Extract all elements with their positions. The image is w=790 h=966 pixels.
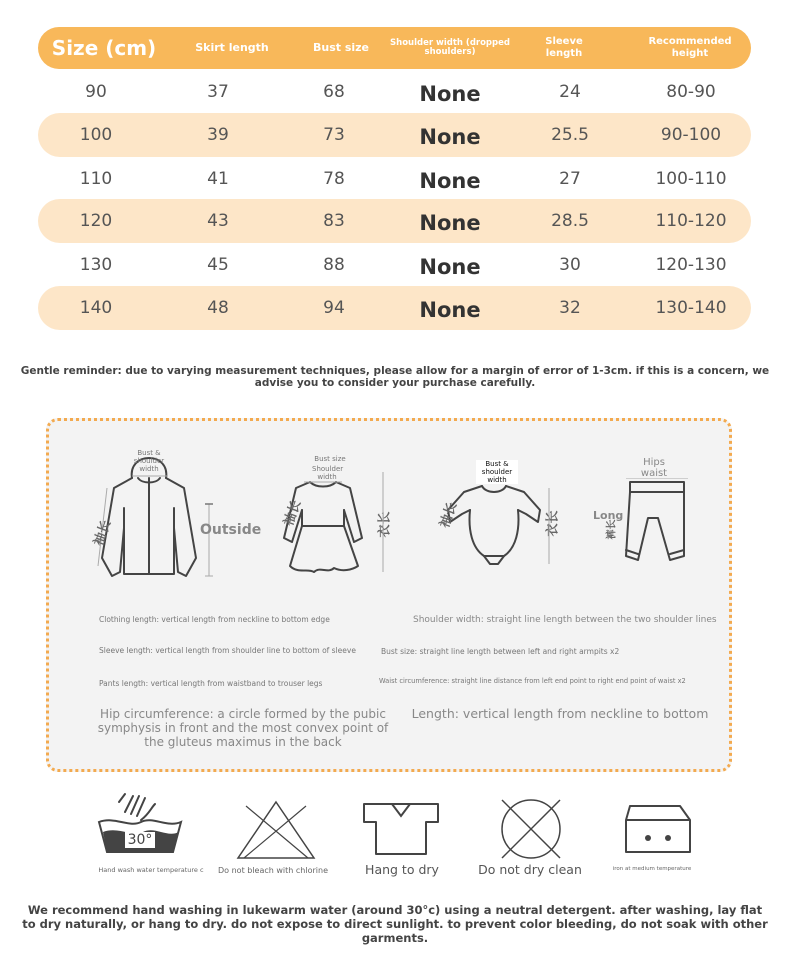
hang-dry-icon bbox=[362, 800, 440, 858]
table-row bbox=[38, 113, 751, 157]
cell-bust-size: 83 bbox=[323, 211, 345, 231]
table-row bbox=[38, 199, 751, 243]
header-recommended-height: Recommended height bbox=[648, 36, 732, 59]
cell-recommended-height: 80-90 bbox=[666, 82, 716, 102]
header-size: Size (cm) bbox=[51, 36, 157, 60]
fig2-right-label: 衣长 bbox=[377, 511, 393, 538]
cell-size: 90 bbox=[85, 82, 107, 102]
fig4-top-label: Hips waist bbox=[640, 457, 668, 479]
cell-bust-size: 94 bbox=[323, 298, 345, 318]
iron-label: iron at medium temperature bbox=[612, 866, 692, 872]
desc-pants-length: Pants length: vertical length from waistband to trouser legs bbox=[99, 679, 323, 688]
cell-recommended-height: 90-100 bbox=[660, 125, 722, 145]
fig1-top-label: Bust & shoulder width bbox=[133, 449, 165, 473]
desc-sleeve-length: Sleeve length: vertical length from shoulder line to bottom of sleeve bbox=[99, 646, 356, 655]
bodysuit-illustration bbox=[440, 470, 550, 570]
wash-temp: 30° bbox=[125, 832, 155, 848]
fig2-left-label: 袖长 bbox=[281, 498, 305, 528]
cell-skirt-length: 43 bbox=[207, 211, 229, 231]
cell-shoulder-width: None bbox=[419, 211, 481, 235]
outside-label: Outside bbox=[200, 522, 262, 538]
desc-shoulder-width: Shoulder width: straight line length between the two shoulder lines bbox=[413, 615, 717, 625]
no-dry-clean-label: Do not dry clean bbox=[478, 862, 582, 877]
fig1-length-arrow bbox=[202, 500, 216, 580]
hang-dry-label: Hang to dry bbox=[365, 862, 439, 877]
cell-recommended-height: 100-110 bbox=[655, 169, 727, 189]
desc-length: Length: vertical length from neckline to bottom bbox=[411, 706, 709, 721]
cell-shoulder-width: None bbox=[419, 125, 481, 149]
fig3-right-label: 衣长 bbox=[545, 510, 561, 537]
no-dry-clean-icon bbox=[496, 796, 566, 862]
cell-skirt-length: 48 bbox=[207, 298, 229, 318]
cell-shoulder-width: None bbox=[419, 169, 481, 193]
hand-wash-icon bbox=[95, 790, 185, 860]
cell-recommended-height: 120-130 bbox=[655, 255, 727, 275]
gentle-reminder: Gentle reminder: due to varying measurement techniques, please allow for a margin of error of 1-3cm. if this is a concern, we advise you to consider your purchase carefully. bbox=[20, 365, 770, 389]
no-bleach-label: Do not bleach with chlorine bbox=[218, 866, 328, 875]
cell-sleeve-length: 24 bbox=[559, 82, 581, 102]
pants-illustration bbox=[612, 478, 702, 568]
fig3-left-label: 袖长 bbox=[437, 500, 461, 530]
header-bust-size: Bust size bbox=[312, 41, 370, 54]
cell-sleeve-length: 27 bbox=[559, 169, 581, 189]
no-bleach-icon bbox=[236, 800, 316, 862]
desc-waist: Waist circumference: straight line distance from left end point to right end point of waist x2 bbox=[379, 677, 686, 685]
cell-size: 120 bbox=[79, 211, 113, 231]
header-skirt-length: Skirt length bbox=[195, 41, 269, 54]
cell-skirt-length: 39 bbox=[207, 125, 229, 145]
desc-hip: Hip circumference: a circle formed by the pubic symphysis in front and the most convex point of the gluteus maximus in the back bbox=[97, 707, 389, 749]
cell-shoulder-width: None bbox=[419, 82, 481, 106]
cell-size: 140 bbox=[79, 298, 113, 318]
care-instructions-footer: We recommend hand washing in lukewarm water (around 30°c) using a neutral detergent. after washing, lay flat to dry naturally, or hang to dry. do not expose to direct sunlight. to prevent color bleeding, do not soak with other garments. bbox=[22, 903, 768, 945]
iron-medium-icon bbox=[622, 802, 694, 854]
cell-size: 130 bbox=[79, 255, 113, 275]
fig2-top-label: Bust size bbox=[314, 455, 346, 463]
cell-skirt-length: 37 bbox=[207, 82, 229, 102]
fig2-sub-label: Shoulder width bbox=[312, 465, 344, 481]
desc-bust-size: Bust size: straight line length between left and right armpits x2 bbox=[381, 647, 620, 656]
cell-shoulder-width: None bbox=[419, 255, 481, 279]
cell-skirt-length: 41 bbox=[207, 169, 229, 189]
cell-skirt-length: 45 bbox=[207, 255, 229, 275]
cell-sleeve-length: 32 bbox=[559, 298, 581, 318]
fig4-left-label: Long bbox=[593, 509, 624, 522]
header-shoulder-width: Shoulder width (dropped shoulders) bbox=[390, 38, 510, 57]
cell-size: 110 bbox=[79, 169, 113, 189]
size-table-header bbox=[38, 27, 751, 69]
cell-sleeve-length: 25.5 bbox=[551, 125, 589, 145]
fig1-side-label: 袖长 bbox=[91, 518, 115, 548]
cell-recommended-height: 110-120 bbox=[655, 211, 727, 231]
table-row bbox=[38, 286, 751, 330]
header-sleeve-length: Sleeve length bbox=[545, 36, 583, 59]
cell-recommended-height: 130-140 bbox=[655, 298, 727, 318]
fig2-length-arrow bbox=[378, 470, 388, 574]
cell-sleeve-length: 28.5 bbox=[551, 211, 589, 231]
table-row bbox=[38, 70, 751, 114]
cell-bust-size: 88 bbox=[323, 255, 345, 275]
fig3-top-label: Bust & shoulder width bbox=[476, 460, 518, 484]
cell-sleeve-length: 30 bbox=[559, 255, 581, 275]
fig3-length-arrow bbox=[544, 486, 554, 566]
cell-bust-size: 78 bbox=[323, 169, 345, 189]
hand-wash-label: Hand wash water temperature c bbox=[98, 866, 204, 874]
cell-bust-size: 73 bbox=[323, 125, 345, 145]
table-row bbox=[38, 243, 751, 287]
fig4-side-label: 裤长 bbox=[606, 519, 618, 540]
cell-bust-size: 68 bbox=[323, 82, 345, 102]
table-row bbox=[38, 157, 751, 201]
desc-clothing-length: Clothing length: vertical length from neckline to bottom edge bbox=[99, 615, 330, 624]
cell-size: 100 bbox=[79, 125, 113, 145]
cell-shoulder-width: None bbox=[419, 298, 481, 322]
